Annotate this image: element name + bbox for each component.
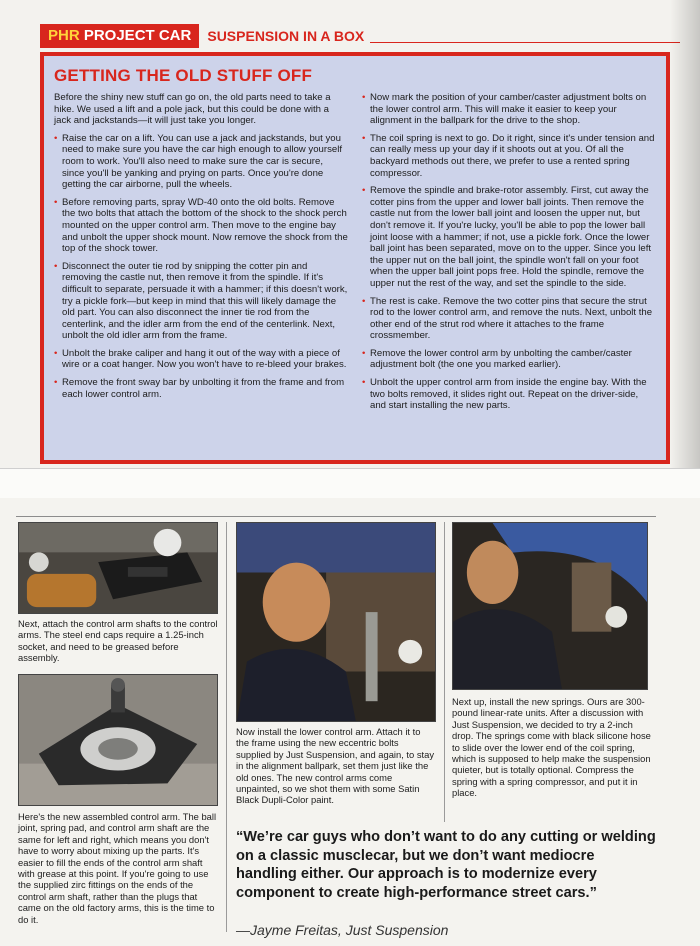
tag-rest: PROJECT CAR <box>79 27 192 44</box>
column-divider <box>444 522 445 822</box>
tag-prefix: PHR <box>48 27 80 44</box>
step-item: • Now mark the position of your camber/caster adjustment bolts on the lower control arm. This will make it easier to keep your alignment in the ballpark for the drive to the shop. <box>362 92 656 127</box>
step-item: • The coil spring is next to go. Do it right, since it's under tension and can really mess up your day if it shoots out at you. Of all the backyard methods out there, we prefer to use a rented spring compressor. <box>362 133 656 179</box>
step-item: • Unbolt the brake caliper and hang it out of the way with a piece of wire or a coat hanger. Now you won't have to re-bleed your brakes. <box>54 348 348 371</box>
top-page <box>0 0 700 470</box>
quote-author: —Jayme Freitas, Just Suspension <box>236 922 449 938</box>
photo-lower-control-arm <box>236 522 436 722</box>
photo-control-arm-shafts <box>18 522 218 614</box>
header-rule <box>370 42 680 43</box>
page-gap <box>0 468 700 498</box>
caption-springs: Next up, install the new springs. Ours are 300-pound linear-rate units. After a discussion with Just Suspension, we decided to try a 2-inch drop. The springs come with black silicone hose to slide over the lower end of the coil spring, which is supposed to help make the suspension quieter, but is totally optional. Compress the spring with a spring compressor, and put it in place. <box>452 696 651 799</box>
sidebar-intro: Before the shiny new stuff can go on, the old parts need to take a hike. We used a lift and a pole jack, but this could be done with a jack and jackstands—it will just take you longer. <box>54 92 331 127</box>
step-item: • Before removing parts, spray WD-40 onto the old bolts. Remove the two bolts that attach the bottom of the shock to the shock perch mounted on the upper control arm. Then move to the engine bay and unbolt the upper shock mount. Now remove the shock from the top of the shock tower. <box>54 197 348 255</box>
page-edge-shadow <box>670 0 700 470</box>
step-item: • Unbolt the upper control arm from inside the engine bay. With the two bolts removed, it slides right out. Repeat on the driver-side, and start installing the new parts. <box>362 377 656 412</box>
sidebar-left-column <box>54 92 348 418</box>
sidebar-title: GETTING THE OLD STUFF OFF <box>54 66 313 85</box>
caption-shafts: Next, attach the control arm shafts to the control arms. The steel end caps require a 1.25-inch socket, and need to be greased before assembly. <box>18 618 218 664</box>
step-item: • Disconnect the outer tie rod by snipping the cotter pin and removing the castle nut, then remove it from the spindle. If it's difficult to separate, persuade it with a hammer; if this doesn't work, try a pickle fork—but keep in mind that this will likely damage the old part. You can also disconnect the inner tie rod from the centerlink, and the idler arm from the end of the centerlink. Next, unbolt the old idler arm from the frame. <box>54 261 348 342</box>
photo-springs <box>452 522 648 690</box>
caption-lower-arm: Now install the lower control arm. Attach it to the frame using the new eccentric bolts supplied by Just Suspension, and again, to stay in the alignment ballpark, set them just like the old ones. The new control arms come unpainted, so we shot them with some Satin Black Dupli-Color paint. <box>236 726 435 806</box>
pull-quote: “We’re car guys who don’t want to do any cutting or welding on a classic musclecar, but we don’t want mediocre handling either. Our approach is to modernize every component to create high-performance street cars.” <box>236 829 656 901</box>
sidebar-right-column <box>362 92 656 418</box>
top-rule <box>16 516 656 517</box>
bottom-page <box>0 498 700 946</box>
step-item: • Remove the front sway bar by unbolting it from the frame and from each lower control arm. <box>54 377 348 400</box>
step-item: • Remove the lower control arm by unbolting the camber/caster adjustment bolt (the one you marked earlier). <box>362 348 656 371</box>
sidebar-box <box>40 52 670 464</box>
page-header <box>40 24 680 48</box>
section-title: SUSPENSION IN A BOX <box>207 28 365 44</box>
caption-assembled: Here's the new assembled control arm. The ball joint, spring pad, and control arm shaft are the same for left and right, which means you don't have to worry about mixing up the parts. It's easier to fill the ends of the control arm shaft with grease at this point. If you're going to use the supplied zirc fittings on the ends of the control arm shaft, rather than the plugs that came on the old factory arms, this is the time to do it. <box>18 811 217 925</box>
column-divider <box>226 522 227 932</box>
step-item: • The rest is cake. Remove the two cotter pins that secure the strut rod to the lower control arm, and remove the nuts. Next, unbolt the other end of the strut rod where it attaches to the frame crossmember. <box>362 296 656 342</box>
photo-assembled-control-arm <box>18 674 218 806</box>
step-item: • Raise the car on a lift. You can use a jack and jackstands, but you need to make sure you have the car high enough to allow yourself room to work. You'll also need to make sure the car is secure, since you'll be yanking and prying on parts. Once you're done getting the car airborne, pull the wheels. <box>54 133 348 191</box>
step-item: • Remove the spindle and brake-rotor assembly. First, cut away the cotter pins from the upper and lower ball joints. Then remove the castle nut from the lower ball joint and loosen the upper nut, but don't remove it. If you're lucky, you'll be able to pop the lower ball joint loose with a hammer; if not, use a pickle fork. Once the lower ball joint has been separated, move on to the upper. Since you left the upper nut on the ball joint, the spindle won't fall on your foot when the upper ball joint pops free. Hold the spindle, remove the upper nut the rest of the way, and set the spindle to the side. <box>362 185 656 289</box>
section-tag <box>40 24 199 48</box>
